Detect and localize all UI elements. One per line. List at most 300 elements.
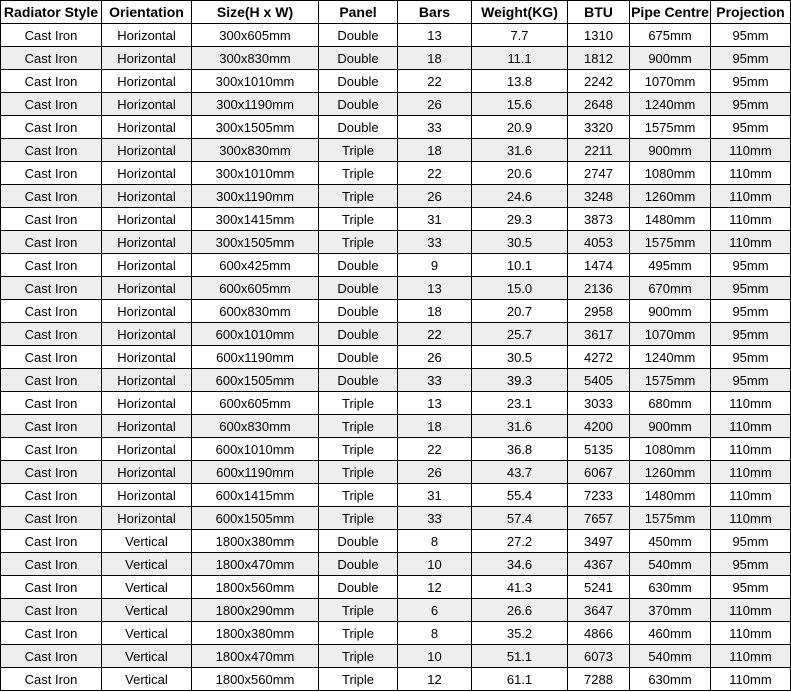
cell-weight: 39.3 (472, 369, 568, 392)
cell-size: 600x1190mm (192, 346, 319, 369)
cell-weight: 43.7 (472, 461, 568, 484)
cell-panel: Triple (319, 507, 398, 530)
cell-btu: 4367 (568, 553, 630, 576)
cell-pipe-centre: 1080mm (630, 438, 711, 461)
cell-radiator-style: Cast Iron (1, 185, 102, 208)
cell-panel: Double (319, 116, 398, 139)
cell-bars: 18 (398, 415, 472, 438)
cell-orientation: Horizontal (102, 70, 192, 93)
cell-panel: Double (319, 346, 398, 369)
cell-bars: 12 (398, 668, 472, 691)
cell-bars: 33 (398, 231, 472, 254)
table-row (1, 461, 791, 484)
cell-projection: 110mm (711, 438, 791, 461)
cell-size: 1800x560mm (192, 668, 319, 691)
cell-radiator-style: Cast Iron (1, 599, 102, 622)
cell-panel: Triple (319, 668, 398, 691)
cell-btu: 3033 (568, 392, 630, 415)
table-row (1, 369, 791, 392)
header-projection: Projection (711, 1, 791, 24)
cell-radiator-style: Cast Iron (1, 231, 102, 254)
cell-weight: 41.3 (472, 576, 568, 599)
cell-weight: 29.3 (472, 208, 568, 231)
cell-panel: Triple (319, 484, 398, 507)
cell-size: 600x830mm (192, 300, 319, 323)
cell-bars: 22 (398, 323, 472, 346)
cell-radiator-style: Cast Iron (1, 507, 102, 530)
cell-pipe-centre: 1080mm (630, 162, 711, 185)
cell-size: 600x1010mm (192, 323, 319, 346)
cell-pipe-centre: 900mm (630, 47, 711, 70)
table-row (1, 139, 791, 162)
table-row (1, 277, 791, 300)
cell-panel: Double (319, 70, 398, 93)
cell-projection: 95mm (711, 254, 791, 277)
cell-weight: 57.4 (472, 507, 568, 530)
cell-projection: 95mm (711, 47, 791, 70)
table-row (1, 622, 791, 645)
table-row (1, 530, 791, 553)
cell-radiator-style: Cast Iron (1, 346, 102, 369)
cell-btu: 4272 (568, 346, 630, 369)
cell-projection: 110mm (711, 507, 791, 530)
cell-weight: 31.6 (472, 415, 568, 438)
cell-projection: 110mm (711, 162, 791, 185)
cell-bars: 13 (398, 277, 472, 300)
cell-size: 600x425mm (192, 254, 319, 277)
cell-radiator-style: Cast Iron (1, 47, 102, 70)
cell-bars: 31 (398, 484, 472, 507)
cell-weight: 30.5 (472, 231, 568, 254)
cell-orientation: Horizontal (102, 139, 192, 162)
cell-panel: Double (319, 277, 398, 300)
cell-btu: 7233 (568, 484, 630, 507)
cell-size: 1800x470mm (192, 645, 319, 668)
cell-projection: 110mm (711, 622, 791, 645)
cell-size: 600x605mm (192, 277, 319, 300)
cell-weight: 10.1 (472, 254, 568, 277)
table-row (1, 185, 791, 208)
cell-bars: 26 (398, 185, 472, 208)
table-row (1, 116, 791, 139)
table-row (1, 208, 791, 231)
cell-orientation: Vertical (102, 553, 192, 576)
cell-btu: 4200 (568, 415, 630, 438)
cell-radiator-style: Cast Iron (1, 70, 102, 93)
cell-pipe-centre: 630mm (630, 668, 711, 691)
cell-btu: 6073 (568, 645, 630, 668)
header-size: Size(H x W) (192, 1, 319, 24)
cell-orientation: Horizontal (102, 231, 192, 254)
cell-pipe-centre: 900mm (630, 415, 711, 438)
cell-radiator-style: Cast Iron (1, 208, 102, 231)
table-row (1, 93, 791, 116)
cell-bars: 26 (398, 93, 472, 116)
cell-pipe-centre: 1480mm (630, 484, 711, 507)
cell-btu: 3497 (568, 530, 630, 553)
cell-panel: Double (319, 24, 398, 47)
cell-size: 1800x380mm (192, 622, 319, 645)
cell-pipe-centre: 495mm (630, 254, 711, 277)
cell-pipe-centre: 1260mm (630, 185, 711, 208)
cell-bars: 8 (398, 622, 472, 645)
cell-pipe-centre: 670mm (630, 277, 711, 300)
cell-panel: Triple (319, 139, 398, 162)
table-row (1, 438, 791, 461)
table-row (1, 231, 791, 254)
cell-pipe-centre: 900mm (630, 139, 711, 162)
cell-pipe-centre: 1575mm (630, 507, 711, 530)
table-row (1, 668, 791, 691)
cell-radiator-style: Cast Iron (1, 530, 102, 553)
cell-size: 1800x560mm (192, 576, 319, 599)
cell-panel: Double (319, 254, 398, 277)
cell-radiator-style: Cast Iron (1, 576, 102, 599)
header-bars: Bars (398, 1, 472, 24)
cell-btu: 2242 (568, 70, 630, 93)
header-orientation: Orientation (102, 1, 192, 24)
cell-weight: 61.1 (472, 668, 568, 691)
cell-orientation: Vertical (102, 668, 192, 691)
cell-btu: 2136 (568, 277, 630, 300)
cell-bars: 26 (398, 461, 472, 484)
cell-bars: 33 (398, 507, 472, 530)
header-pipe-centre: Pipe Centre (630, 1, 711, 24)
cell-orientation: Horizontal (102, 277, 192, 300)
cell-weight: 20.7 (472, 300, 568, 323)
cell-pipe-centre: 370mm (630, 599, 711, 622)
cell-orientation: Horizontal (102, 208, 192, 231)
cell-weight: 11.1 (472, 47, 568, 70)
cell-projection: 110mm (711, 185, 791, 208)
cell-weight: 24.6 (472, 185, 568, 208)
cell-orientation: Vertical (102, 622, 192, 645)
table-row (1, 645, 791, 668)
cell-orientation: Horizontal (102, 438, 192, 461)
cell-panel: Triple (319, 392, 398, 415)
cell-pipe-centre: 1240mm (630, 93, 711, 116)
cell-panel: Triple (319, 162, 398, 185)
header-btu: BTU (568, 1, 630, 24)
cell-size: 300x1505mm (192, 231, 319, 254)
cell-weight: 26.6 (472, 599, 568, 622)
cell-radiator-style: Cast Iron (1, 300, 102, 323)
cell-weight: 20.9 (472, 116, 568, 139)
cell-weight: 27.2 (472, 530, 568, 553)
cell-size: 300x1190mm (192, 185, 319, 208)
cell-size: 1800x470mm (192, 553, 319, 576)
cell-projection: 110mm (711, 392, 791, 415)
cell-radiator-style: Cast Iron (1, 392, 102, 415)
cell-projection: 110mm (711, 231, 791, 254)
cell-btu: 7288 (568, 668, 630, 691)
cell-projection: 95mm (711, 553, 791, 576)
cell-bars: 22 (398, 438, 472, 461)
cell-pipe-centre: 1480mm (630, 208, 711, 231)
cell-weight: 23.1 (472, 392, 568, 415)
cell-bars: 33 (398, 116, 472, 139)
cell-btu: 3617 (568, 323, 630, 346)
cell-radiator-style: Cast Iron (1, 461, 102, 484)
cell-orientation: Vertical (102, 599, 192, 622)
cell-orientation: Horizontal (102, 93, 192, 116)
table-row (1, 553, 791, 576)
cell-size: 600x1190mm (192, 461, 319, 484)
cell-weight: 25.7 (472, 323, 568, 346)
cell-panel: Triple (319, 599, 398, 622)
cell-bars: 18 (398, 139, 472, 162)
cell-btu: 3647 (568, 599, 630, 622)
cell-projection: 95mm (711, 116, 791, 139)
cell-pipe-centre: 540mm (630, 645, 711, 668)
cell-projection: 95mm (711, 346, 791, 369)
cell-weight: 30.5 (472, 346, 568, 369)
cell-orientation: Horizontal (102, 415, 192, 438)
cell-weight: 15.0 (472, 277, 568, 300)
cell-projection: 95mm (711, 277, 791, 300)
cell-bars: 33 (398, 369, 472, 392)
cell-size: 600x1505mm (192, 507, 319, 530)
cell-size: 600x605mm (192, 392, 319, 415)
cell-size: 600x1505mm (192, 369, 319, 392)
cell-radiator-style: Cast Iron (1, 438, 102, 461)
cell-size: 600x1010mm (192, 438, 319, 461)
cell-orientation: Horizontal (102, 392, 192, 415)
cell-bars: 8 (398, 530, 472, 553)
cell-radiator-style: Cast Iron (1, 24, 102, 47)
table-row (1, 576, 791, 599)
cell-orientation: Horizontal (102, 47, 192, 70)
cell-bars: 18 (398, 300, 472, 323)
cell-projection: 95mm (711, 530, 791, 553)
cell-radiator-style: Cast Iron (1, 668, 102, 691)
cell-weight: 36.8 (472, 438, 568, 461)
cell-radiator-style: Cast Iron (1, 484, 102, 507)
cell-projection: 110mm (711, 139, 791, 162)
cell-radiator-style: Cast Iron (1, 93, 102, 116)
cell-projection: 110mm (711, 208, 791, 231)
table-row (1, 346, 791, 369)
table-row (1, 392, 791, 415)
cell-projection: 95mm (711, 369, 791, 392)
table-row (1, 24, 791, 47)
cell-weight: 7.7 (472, 24, 568, 47)
cell-projection: 95mm (711, 93, 791, 116)
cell-panel: Triple (319, 208, 398, 231)
cell-bars: 12 (398, 576, 472, 599)
cell-bars: 10 (398, 553, 472, 576)
cell-bars: 6 (398, 599, 472, 622)
cell-projection: 95mm (711, 300, 791, 323)
header-row (1, 1, 791, 24)
cell-weight: 55.4 (472, 484, 568, 507)
header-weight: Weight(KG) (472, 1, 568, 24)
cell-panel: Triple (319, 415, 398, 438)
cell-size: 600x830mm (192, 415, 319, 438)
cell-projection: 95mm (711, 576, 791, 599)
cell-btu: 5241 (568, 576, 630, 599)
cell-btu: 6067 (568, 461, 630, 484)
cell-radiator-style: Cast Iron (1, 645, 102, 668)
table-row (1, 415, 791, 438)
cell-weight: 15.6 (472, 93, 568, 116)
cell-projection: 95mm (711, 323, 791, 346)
cell-pipe-centre: 1260mm (630, 461, 711, 484)
cell-bars: 22 (398, 70, 472, 93)
table-row (1, 254, 791, 277)
cell-size: 600x1415mm (192, 484, 319, 507)
cell-panel: Triple (319, 645, 398, 668)
cell-orientation: Horizontal (102, 254, 192, 277)
cell-pipe-centre: 1575mm (630, 231, 711, 254)
cell-size: 300x1010mm (192, 162, 319, 185)
cell-weight: 20.6 (472, 162, 568, 185)
cell-pipe-centre: 1575mm (630, 116, 711, 139)
cell-orientation: Horizontal (102, 369, 192, 392)
cell-projection: 110mm (711, 645, 791, 668)
cell-panel: Double (319, 530, 398, 553)
cell-orientation: Horizontal (102, 185, 192, 208)
cell-orientation: Horizontal (102, 507, 192, 530)
cell-orientation: Horizontal (102, 300, 192, 323)
cell-projection: 110mm (711, 461, 791, 484)
cell-pipe-centre: 680mm (630, 392, 711, 415)
cell-projection: 110mm (711, 599, 791, 622)
cell-panel: Double (319, 323, 398, 346)
cell-panel: Double (319, 369, 398, 392)
cell-btu: 5135 (568, 438, 630, 461)
cell-panel: Triple (319, 231, 398, 254)
cell-bars: 18 (398, 47, 472, 70)
cell-btu: 2648 (568, 93, 630, 116)
cell-orientation: Horizontal (102, 162, 192, 185)
table-row (1, 323, 791, 346)
cell-btu: 2747 (568, 162, 630, 185)
cell-pipe-centre: 630mm (630, 576, 711, 599)
cell-pipe-centre: 900mm (630, 300, 711, 323)
cell-radiator-style: Cast Iron (1, 369, 102, 392)
cell-size: 1800x290mm (192, 599, 319, 622)
cell-radiator-style: Cast Iron (1, 553, 102, 576)
table-row (1, 507, 791, 530)
cell-radiator-style: Cast Iron (1, 116, 102, 139)
cell-panel: Double (319, 553, 398, 576)
table-row (1, 162, 791, 185)
cell-btu: 3873 (568, 208, 630, 231)
table-row (1, 47, 791, 70)
cell-btu: 3320 (568, 116, 630, 139)
cell-btu: 5405 (568, 369, 630, 392)
cell-btu: 4053 (568, 231, 630, 254)
cell-size: 300x605mm (192, 24, 319, 47)
table-body (1, 24, 791, 691)
cell-projection: 110mm (711, 668, 791, 691)
cell-size: 300x1415mm (192, 208, 319, 231)
cell-weight: 51.1 (472, 645, 568, 668)
cell-radiator-style: Cast Iron (1, 162, 102, 185)
cell-pipe-centre: 1070mm (630, 323, 711, 346)
table-row (1, 300, 791, 323)
cell-radiator-style: Cast Iron (1, 139, 102, 162)
table-row (1, 70, 791, 93)
cell-bars: 9 (398, 254, 472, 277)
cell-radiator-style: Cast Iron (1, 254, 102, 277)
cell-orientation: Horizontal (102, 323, 192, 346)
header-panel: Panel (319, 1, 398, 24)
cell-pipe-centre: 460mm (630, 622, 711, 645)
table-row (1, 484, 791, 507)
cell-bars: 13 (398, 24, 472, 47)
cell-panel: Triple (319, 185, 398, 208)
cell-radiator-style: Cast Iron (1, 323, 102, 346)
cell-weight: 31.6 (472, 139, 568, 162)
cell-bars: 10 (398, 645, 472, 668)
header-radiator-style: Radiator Style (1, 1, 102, 24)
cell-size: 300x1190mm (192, 93, 319, 116)
cell-pipe-centre: 1240mm (630, 346, 711, 369)
cell-bars: 26 (398, 346, 472, 369)
cell-panel: Double (319, 300, 398, 323)
cell-bars: 13 (398, 392, 472, 415)
cell-orientation: Vertical (102, 576, 192, 599)
cell-orientation: Horizontal (102, 484, 192, 507)
cell-pipe-centre: 540mm (630, 553, 711, 576)
cell-projection: 110mm (711, 415, 791, 438)
cell-pipe-centre: 1575mm (630, 369, 711, 392)
cell-panel: Double (319, 47, 398, 70)
cell-panel: Triple (319, 438, 398, 461)
cell-orientation: Horizontal (102, 346, 192, 369)
cell-pipe-centre: 675mm (630, 24, 711, 47)
cell-btu: 1812 (568, 47, 630, 70)
cell-orientation: Horizontal (102, 116, 192, 139)
cell-bars: 31 (398, 208, 472, 231)
cell-radiator-style: Cast Iron (1, 277, 102, 300)
cell-projection: 110mm (711, 484, 791, 507)
cell-radiator-style: Cast Iron (1, 415, 102, 438)
cell-btu: 7657 (568, 507, 630, 530)
cell-panel: Triple (319, 622, 398, 645)
cell-size: 300x1010mm (192, 70, 319, 93)
cell-projection: 95mm (711, 24, 791, 47)
cell-weight: 34.6 (472, 553, 568, 576)
cell-bars: 22 (398, 162, 472, 185)
cell-btu: 4866 (568, 622, 630, 645)
cell-btu: 1310 (568, 24, 630, 47)
cell-size: 300x830mm (192, 139, 319, 162)
cell-panel: Triple (319, 461, 398, 484)
cell-size: 1800x380mm (192, 530, 319, 553)
cell-orientation: Vertical (102, 530, 192, 553)
cell-btu: 3248 (568, 185, 630, 208)
cell-orientation: Horizontal (102, 24, 192, 47)
cell-pipe-centre: 450mm (630, 530, 711, 553)
cell-weight: 35.2 (472, 622, 568, 645)
cell-weight: 13.8 (472, 70, 568, 93)
cell-panel: Double (319, 576, 398, 599)
cell-radiator-style: Cast Iron (1, 622, 102, 645)
table-row (1, 599, 791, 622)
cell-panel: Double (319, 93, 398, 116)
cell-projection: 95mm (711, 70, 791, 93)
table-header (1, 1, 791, 24)
cell-size: 300x830mm (192, 47, 319, 70)
cell-size: 300x1505mm (192, 116, 319, 139)
cell-pipe-centre: 1070mm (630, 70, 711, 93)
cell-orientation: Horizontal (102, 461, 192, 484)
cell-orientation: Vertical (102, 645, 192, 668)
cell-btu: 2958 (568, 300, 630, 323)
